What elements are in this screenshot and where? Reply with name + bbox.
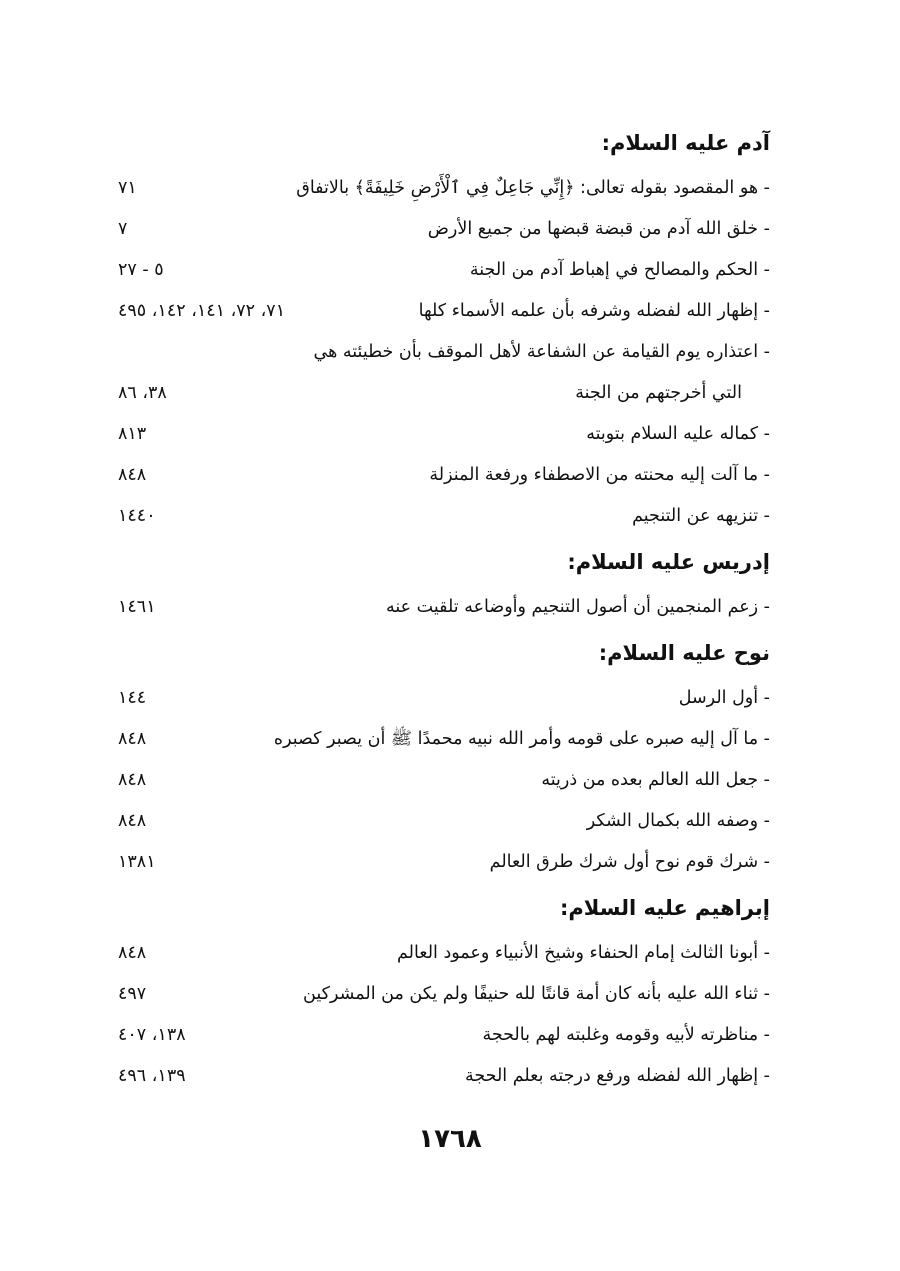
- index-entry: [118, 719, 770, 760]
- entry-text: - خلق الله آدم من قبضة قبضها من جميع الأرض: [427, 219, 770, 239]
- index-entry: [118, 974, 770, 1015]
- entry-text: - وصفه الله بكمال الشكر: [586, 811, 770, 831]
- index-entry: [118, 760, 770, 801]
- entry-text: - اعتذاره يوم القيامة عن الشفاعة لأهل الموقف بأن خطيئته هي: [313, 342, 770, 362]
- entry-text: - هو المقصود بقوله تعالى: ﴿إِنِّي جَاعِلٌ فِي ٱلْأَرْضِ خَلِيفَةً﴾ بالاتفاق: [296, 178, 770, 198]
- entry-page-refs: ١٤٦١: [118, 597, 156, 617]
- index-entry: [118, 291, 770, 332]
- index-entry: [118, 678, 770, 719]
- entry-page-refs: ١٣٨، ٤٠٧: [118, 1025, 186, 1045]
- entry-page-refs: ١٤٤٠: [118, 506, 156, 526]
- entry-text: - تنزيهه عن التنجيم: [632, 506, 770, 526]
- entry-text: - إظهار الله لفضله وشرفه بأن علمه الأسماء كلها: [418, 301, 770, 321]
- entry-text: - ما آلت إليه محنته من الاصطفاء ورفعة المنزلة: [429, 465, 770, 485]
- entry-page-refs: ٨٤٨: [118, 943, 147, 963]
- index-entry: [118, 373, 770, 414]
- entry-page-refs: ٤٩٧: [118, 984, 147, 1004]
- index-entry: [118, 801, 770, 842]
- index-entry: [118, 842, 770, 883]
- entry-text: - جعل الله العالم بعده من ذريته: [541, 770, 770, 790]
- entry-page-refs: ٧١، ٧٢، ١٤١، ١٤٢، ٤٩٥: [118, 301, 286, 321]
- entry-page-refs: ٨٤٨: [118, 465, 147, 485]
- section-heading: إدريس عليه السلام:: [567, 550, 770, 574]
- section-heading: إبراهيم عليه السلام:: [560, 896, 770, 920]
- section-heading: نوح عليه السلام:: [598, 641, 770, 665]
- entry-text: - ثناء الله عليه بأنه كان أمة قانتًا لله حنيفًا ولم يكن من المشركين: [303, 984, 770, 1004]
- entry-text: - ما آل إليه صبره على قومه وأمر الله نبيه محمدًا ﷺ أن يصبر كصبره: [273, 729, 770, 749]
- entry-page-refs: ١٣٩، ٤٩٦: [118, 1066, 186, 1086]
- page-number: ١٧٦٨: [418, 1124, 482, 1154]
- index-entry: [118, 455, 770, 496]
- entry-page-refs: ٧١: [118, 178, 137, 198]
- index-content: [118, 118, 770, 1097]
- entry-text: - زعم المنجمين أن أصول التنجيم وأوضاعه تلقيت عنه: [385, 597, 770, 617]
- entry-page-refs: ٨٤٨: [118, 729, 147, 749]
- index-entry: [118, 933, 770, 974]
- entry-text: - كماله عليه السلام بتوبته: [586, 424, 770, 444]
- entry-text: - إظهار الله لفضله ورفع درجته بعلم الحجة: [464, 1066, 770, 1086]
- index-entry: [118, 168, 770, 209]
- index-entry: [118, 587, 770, 628]
- entry-page-refs: ٣٨، ٨٦: [118, 383, 167, 403]
- entry-text: - الحكم والمصالح في إهباط آدم من الجنة: [469, 260, 770, 280]
- index-entry: [118, 332, 770, 373]
- entry-page-refs: ٨٤٨: [118, 770, 147, 790]
- index-entry: [118, 496, 770, 537]
- entry-page-refs: ٥ - ٢٧: [118, 260, 164, 280]
- index-entry: [118, 414, 770, 455]
- entry-page-refs: ٨٤٨: [118, 811, 147, 831]
- entry-text: - أبونا الثالث إمام الحنفاء وشيخ الأنبياء وعمود العالم: [396, 943, 770, 963]
- index-entry: [118, 1056, 770, 1097]
- entry-text: التي أخرجتهم من الجنة: [575, 383, 742, 403]
- entry-page-refs: ٨١٣: [118, 424, 147, 444]
- index-entry: [118, 209, 770, 250]
- index-entry: [118, 1015, 770, 1056]
- entry-page-refs: ١٣٨١: [118, 852, 156, 872]
- entry-text: - شرك قوم نوح أول شرك طرق العالم: [489, 852, 770, 872]
- index-entry: [118, 250, 770, 291]
- entry-page-refs: ٧: [118, 219, 128, 239]
- entry-text: - أول الرسل: [678, 688, 770, 708]
- entry-page-refs: ١٤٤: [118, 688, 147, 708]
- section-heading: آدم عليه السلام:: [601, 131, 770, 155]
- entry-text: - مناظرته لأبيه وقومه وغلبته لهم بالحجة: [482, 1025, 770, 1045]
